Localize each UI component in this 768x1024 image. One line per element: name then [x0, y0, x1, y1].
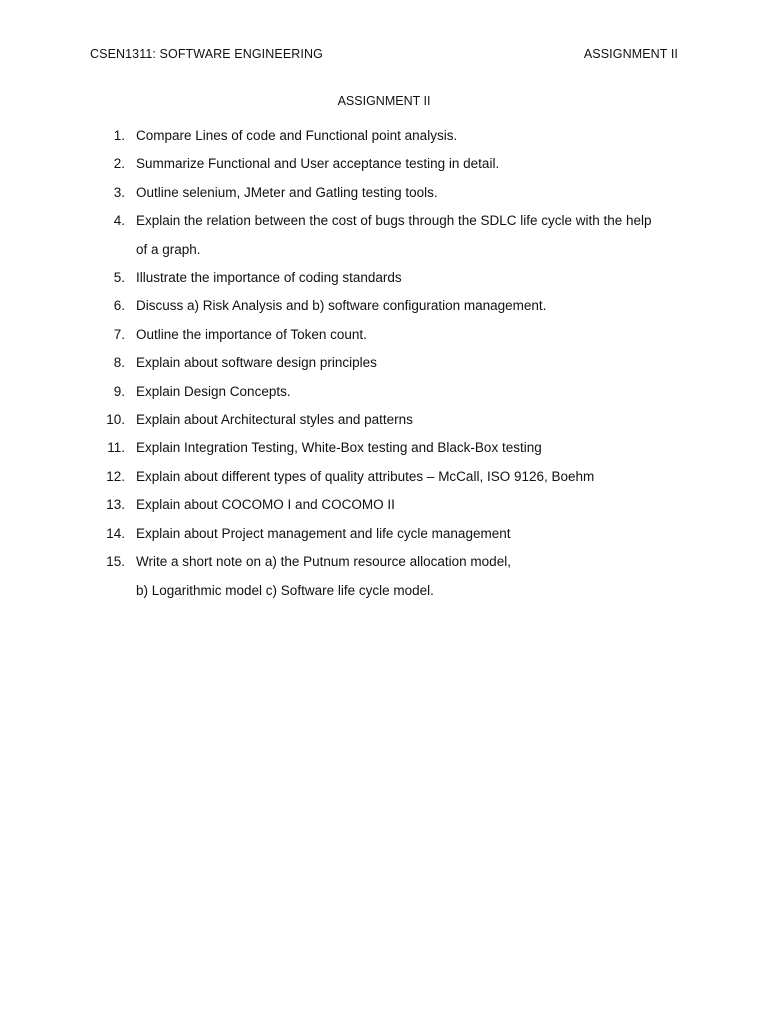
- header-assignment: ASSIGNMENT II: [583, 47, 678, 61]
- question-item: [0, 378, 768, 406]
- question-text: Explain about Project management and life cycle management: [136, 525, 511, 541]
- question-item: [0, 548, 768, 605]
- question-number: 1.: [113, 128, 125, 143]
- question-item: [0, 463, 768, 491]
- question-item: [0, 292, 768, 320]
- question-text: Compare Lines of code and Functional point analysis.: [136, 128, 458, 143]
- question-item: [0, 207, 768, 264]
- header-course: CSEN1311: SOFTWARE ENGINEERING: [90, 47, 323, 61]
- question-text: Illustrate the importance of coding standards: [136, 270, 402, 286]
- question-text-continued: of a graph.: [136, 241, 201, 257]
- question-text: Outline the importance of Token count.: [136, 326, 367, 342]
- question-number: 13.: [106, 497, 125, 513]
- question-item: [0, 406, 768, 434]
- question-item: [0, 264, 768, 292]
- question-number: 2.: [113, 156, 125, 172]
- question-number: 6.: [113, 298, 125, 314]
- question-number: 7.: [113, 326, 125, 342]
- question-number: 5.: [113, 270, 125, 286]
- question-number: 11.: [107, 440, 125, 456]
- question-text: Explain Design Concepts.: [136, 383, 291, 399]
- question-text: Explain about COCOMO I and COCOMO II: [136, 497, 395, 513]
- question-item: [0, 434, 768, 462]
- question-text-continued: b) Logarithmic model c) Software life cycle model.: [136, 582, 434, 598]
- question-item: [0, 321, 768, 349]
- question-item: [0, 520, 768, 548]
- question-item: [0, 122, 768, 150]
- question-text: Explain Integration Testing, White-Box testing and Black-Box testing: [136, 440, 542, 456]
- question-number: 10.: [106, 412, 125, 428]
- question-item: [0, 491, 768, 519]
- question-number: 15.: [106, 554, 125, 570]
- question-text: Explain about software design principles: [136, 355, 377, 371]
- question-text: Explain about Architectural styles and patterns: [136, 412, 413, 428]
- question-item: [0, 179, 768, 207]
- question-item: [0, 349, 768, 377]
- question-text: Explain about different types of quality attributes – McCall, ISO 9126, Boehm: [136, 468, 595, 484]
- question-number: 12.: [106, 468, 125, 484]
- question-number: 8.: [113, 355, 125, 371]
- question-number: 4.: [113, 213, 125, 229]
- page-title: ASSIGNMENT II: [337, 94, 431, 108]
- question-text: Write a short note on a) the Putnum resource allocation model,: [136, 554, 511, 570]
- question-text: Outline selenium, JMeter and Gatling testing tools.: [136, 184, 438, 200]
- question-list: [0, 122, 768, 605]
- question-number: 3.: [113, 184, 125, 200]
- question-number: 14.: [106, 525, 125, 541]
- question-number: 9.: [113, 383, 125, 399]
- question-text: Discuss a) Risk Analysis and b) software configuration management.: [136, 298, 547, 314]
- question-text: Summarize Functional and User acceptance testing in detail.: [136, 156, 500, 172]
- question-item: [0, 150, 768, 178]
- question-text: Explain the relation between the cost of bugs through the SDLC life cycle with the help: [136, 213, 652, 229]
